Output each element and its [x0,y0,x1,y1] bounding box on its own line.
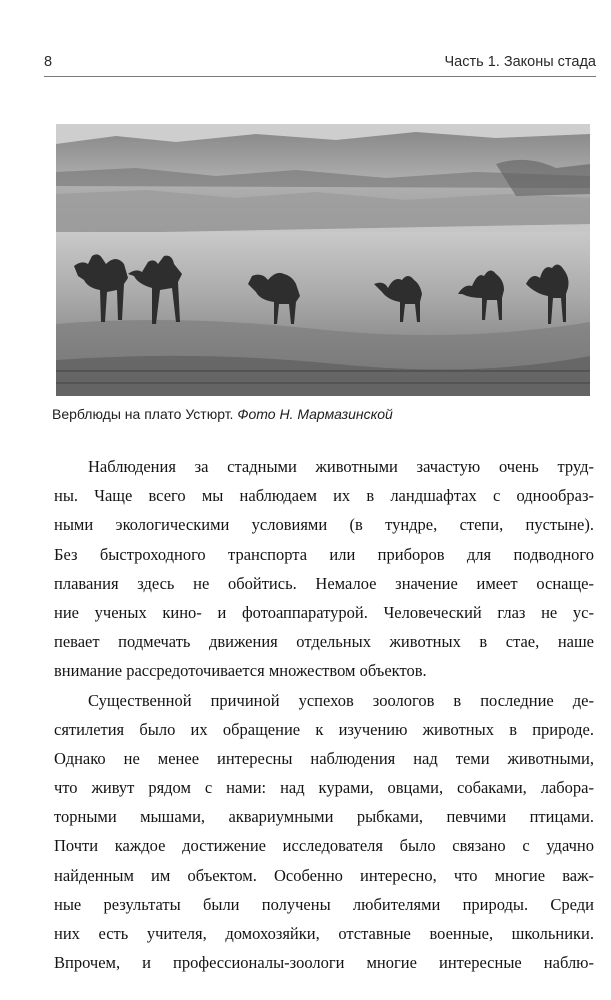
text-line: ние ученых кино- и фотоаппаратурой. Человеческий глаз не ус- [54,602,594,622]
text-line: ными экологическими условиями (в тундре, степи, пустыне). [54,515,594,535]
text-line: певает подмечать движения отдельных животных в стае, наше [54,632,594,652]
header-rule [44,76,596,77]
caption-credit: Фото Н. Мармазинской [237,406,393,422]
text-line: плавания здесь не обойтись. Немалое значение имеет оснаще- [54,573,594,593]
camels-photo-illustration [56,124,590,396]
text-line: торными мышами, аквариумными рыбками, певчими птицами. [54,807,594,827]
section-title: Часть 1. Законы стада [444,54,596,70]
text-line: найденным им объектом. Особенно интересно, что многие важ- [54,865,594,885]
text-line: внимание рассредоточивается множеством объектов. [54,661,427,681]
body-text [54,452,594,977]
paragraph [54,686,594,978]
text-line: сятилетия было их обращение к изучению животных в природе. [54,719,594,739]
paragraph [54,452,594,686]
text-line: ны. Чаще всего мы наблюдаем их в ландшафтах с однообраз- [54,486,594,506]
text-line: что живут рядом с нами: над курами, овцами, собаками, лабора- [54,778,594,798]
text-line: Однако не менее интересны наблюдения над теми животными, [54,748,594,768]
caption-text: Верблюды на плато Устюрт. [52,406,234,422]
text-line: ные результаты были получены любителями природы. Среди [54,894,594,914]
text-line: Существенной причиной успехов зоологов в последние де- [88,690,594,710]
text-line: Наблюдения за стадными животными зачастую очень труд- [88,457,594,476]
camels-photo [56,124,590,396]
text-line: Без быстроходного транспорта или приборов для подводного [54,544,594,564]
figure-caption [52,406,592,422]
text-line: Почти каждое достижение исследователя было связано с удачно [54,836,594,856]
text-line: них есть учителя, домохозяйки, отставные военные, школьники. [54,924,594,943]
text-line: Впрочем, и профессионалы-зоологи многие интересные наблю- [54,953,594,973]
page-number: 8 [44,54,53,70]
running-head [44,54,596,76]
